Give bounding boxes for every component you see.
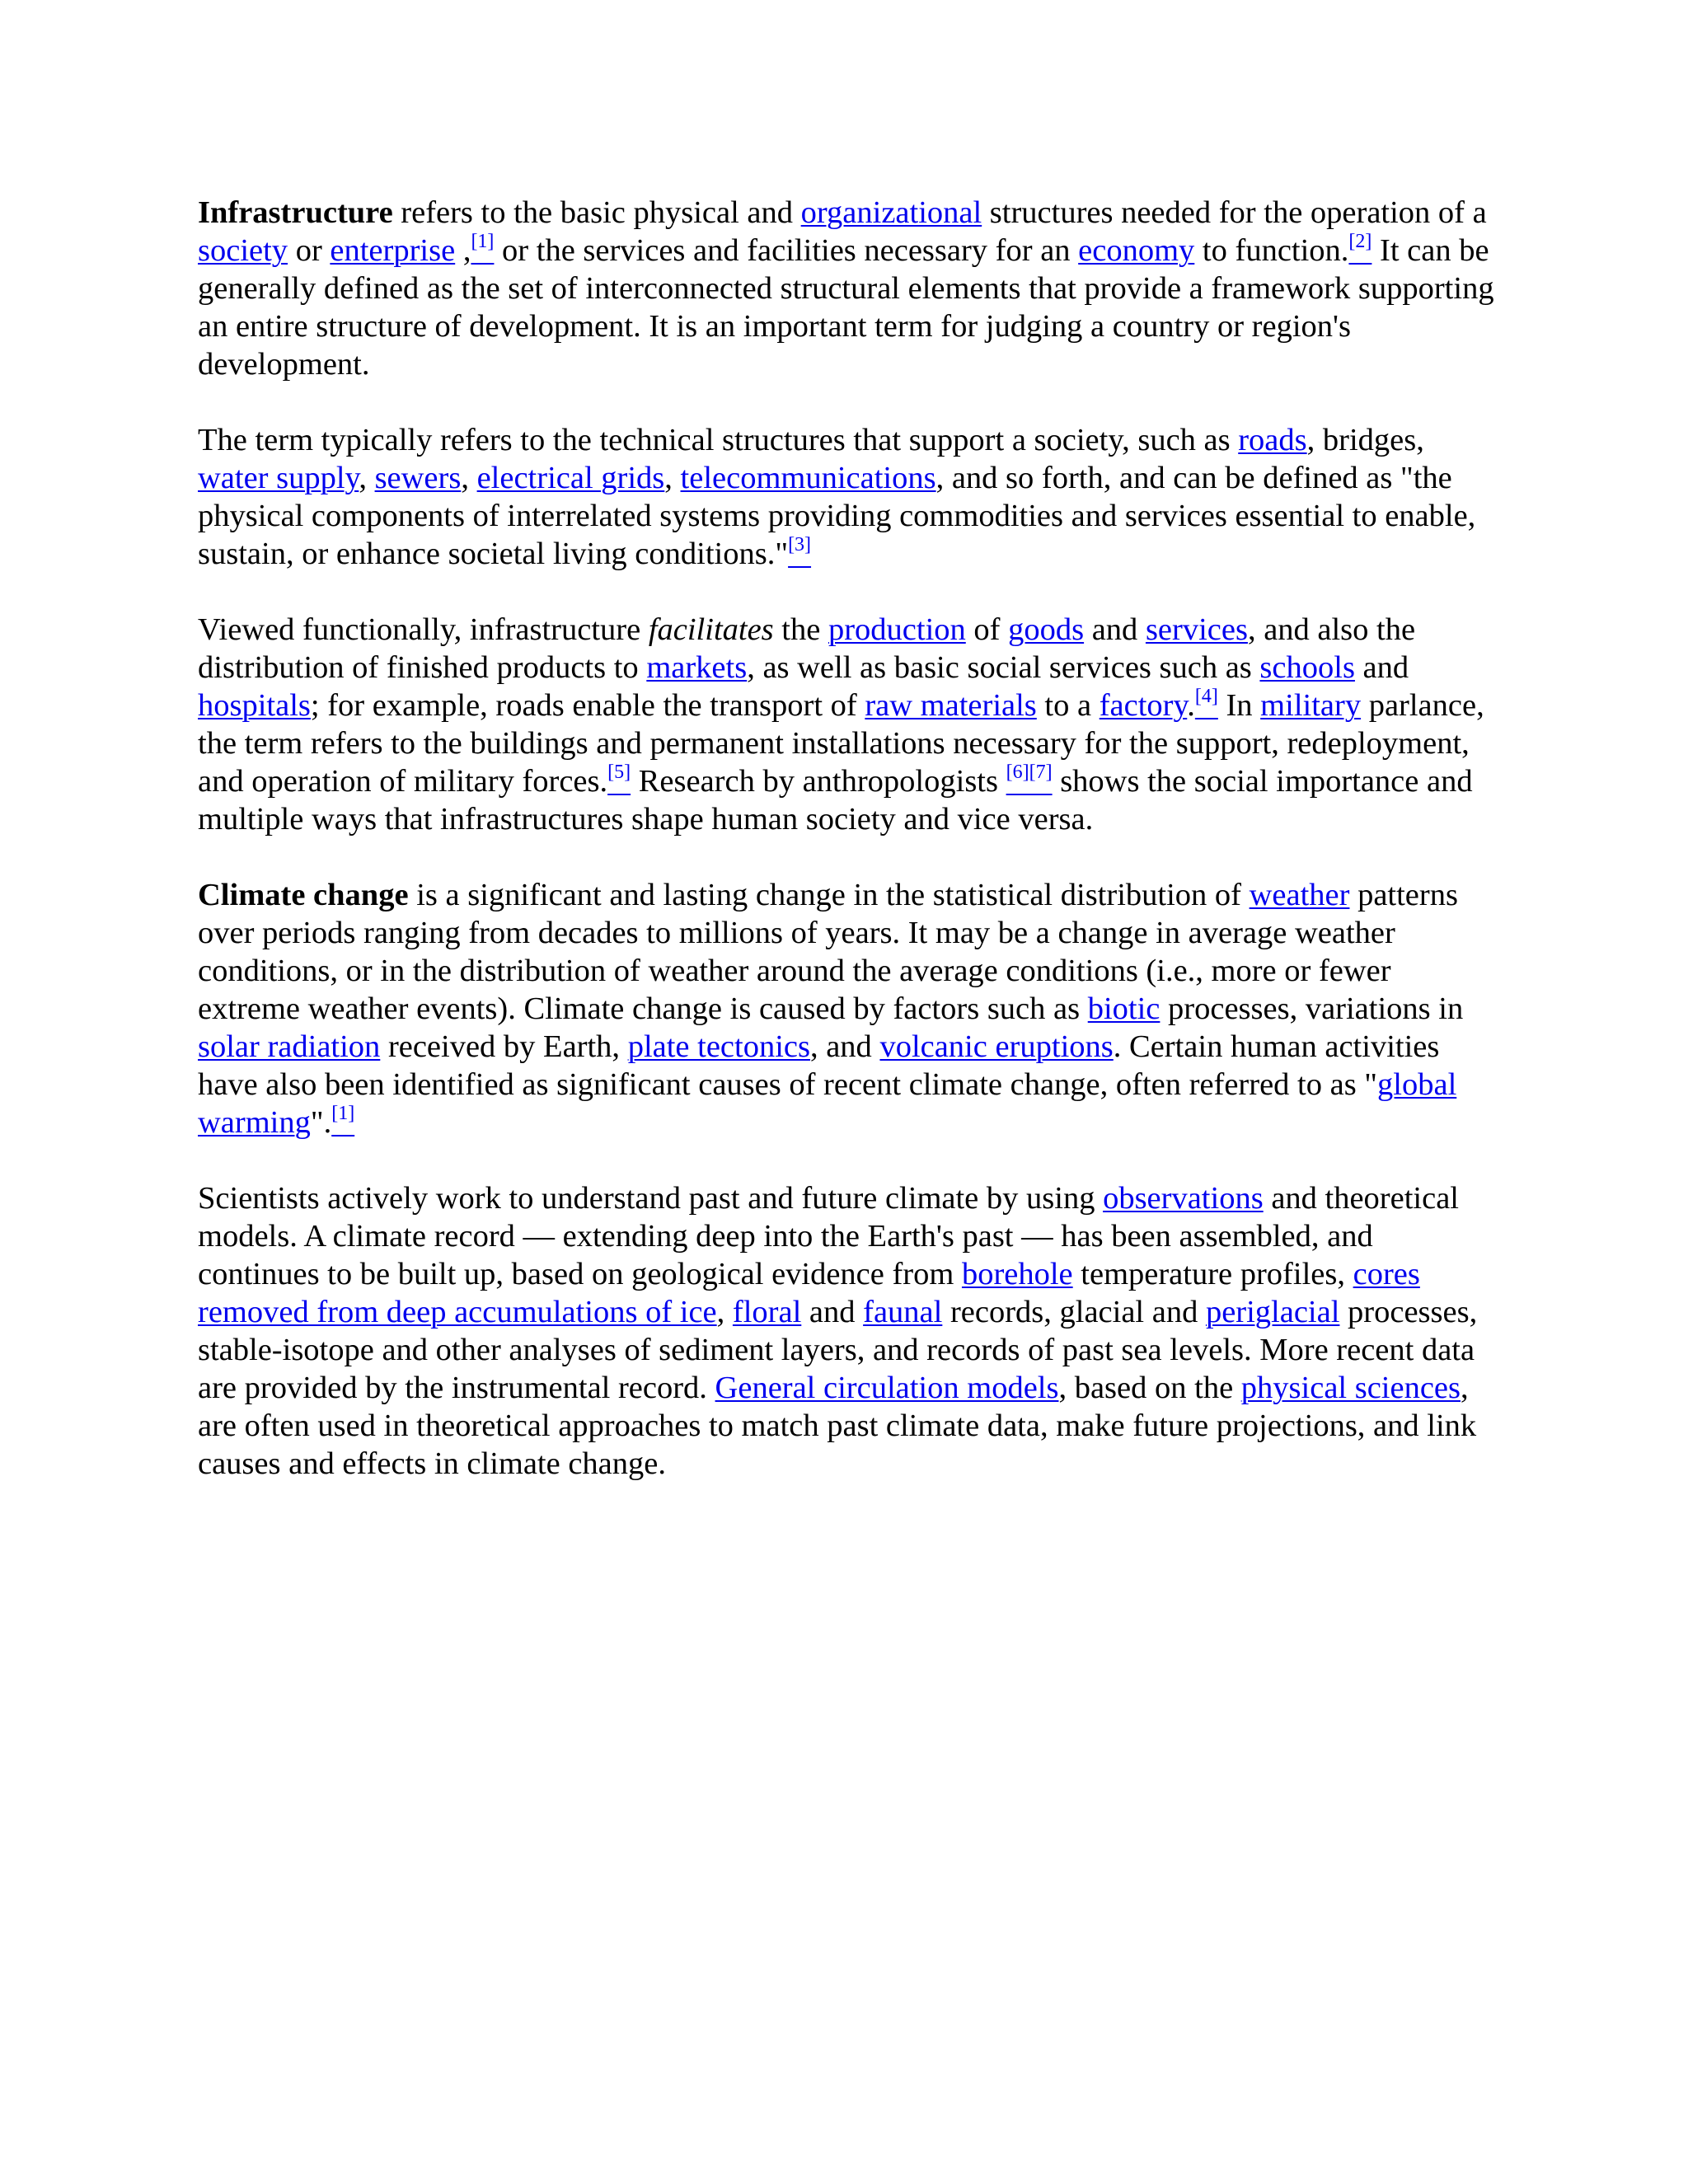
text-run: , (716, 1295, 733, 1329)
text-run: , (461, 461, 477, 495)
text-run: , are often used in theoretical approaches to match past climate data, make future projections, and link causes and effects in climate change. (198, 1371, 1477, 1481)
link-organizational[interactable]: organizational (800, 195, 982, 230)
text-run: records, glacial and (942, 1295, 1206, 1329)
link-solar-radiation[interactable]: solar radiation (198, 1029, 381, 1064)
text-run: to function. (1194, 233, 1349, 268)
link-physical-sciences[interactable]: physical sciences (1240, 1371, 1461, 1405)
link-periglacial[interactable]: periglacial (1205, 1295, 1340, 1329)
text-run: or the services and facilities necessary for an (494, 233, 1079, 268)
text-run: , (359, 461, 375, 495)
citation-link[interactable] (607, 764, 631, 799)
paragraph-4 (198, 876, 1500, 1141)
citation-2[interactable]: [2] (1348, 231, 1372, 253)
text-run: processes, variations in (1160, 991, 1464, 1026)
text-run: and theoretical models. A climate record — extending deep into the Earth's past — has been assembled, and continues to be built up, based on geological evidence from (198, 1181, 1459, 1291)
term-climate-change: Climate change (198, 878, 409, 912)
link-roads[interactable]: roads (1238, 423, 1307, 457)
text-run: and (1084, 612, 1146, 647)
link-global-warming[interactable]: global warming (198, 1067, 1457, 1140)
paragraph-3 (198, 611, 1500, 838)
link-markets[interactable]: markets (646, 650, 748, 685)
text-run: shows the social importance and multiple ways that infrastructures shape human society and vice versa. (198, 764, 1473, 837)
link-military[interactable]: military (1260, 688, 1362, 723)
link-cores-removed-from-deep-accumulations-of-ice[interactable]: cores removed from deep accumulations of ice (198, 1257, 1420, 1329)
text-run: Scientists actively work to understand past and future climate by using (198, 1181, 1104, 1216)
text-run: , bridges, (1306, 423, 1424, 457)
link-floral[interactable]: floral (732, 1295, 802, 1329)
text-run: or (288, 233, 331, 268)
link-raw-materials[interactable]: raw materials (865, 688, 1037, 723)
link-hospitals[interactable]: hospitals (198, 688, 311, 723)
text-run: The term typically refers to the technical structures that support a society, such as (198, 423, 1239, 457)
paragraph-1 (198, 194, 1500, 383)
text-run: . Certain human activities have also been identified as significant causes of recent climate change, often referred to as " (198, 1029, 1440, 1102)
citation-link[interactable] (331, 1105, 354, 1140)
text-run: parlance, the term refers to the buildings and permanent installations necessary for the support, redeployment, and operation of military forces. (198, 688, 1484, 799)
link-society[interactable]: society (198, 233, 288, 268)
text-run: ; for example, roads enable the transport of (310, 688, 865, 723)
citation-5[interactable]: [5] (607, 762, 631, 784)
text-run: ". (310, 1105, 332, 1140)
citation-1[interactable]: [1] (471, 231, 495, 253)
text-run: structures needed for the operation of a (982, 195, 1487, 230)
emphasis-facilitates: facilitates (648, 612, 774, 647)
document-body (198, 194, 1500, 1521)
text-run: . (1187, 688, 1195, 723)
link-production[interactable]: production (828, 612, 966, 647)
text-run: Research by anthropologists (631, 764, 1006, 799)
link-services[interactable]: services (1145, 612, 1248, 647)
text-run: , (455, 233, 471, 268)
citation-3[interactable]: [3] (788, 534, 812, 556)
link-factory[interactable]: factory (1099, 688, 1188, 723)
text-run: , and so forth, and can be defined as "the physical components of interrelated systems providing commodities and services essential to enable, sustain, or enhance societal living conditions." (198, 461, 1476, 571)
text-run: , (664, 461, 681, 495)
citation-6-7[interactable]: [6][7] (1006, 762, 1053, 784)
link-weather[interactable]: weather (1249, 878, 1350, 912)
text-run: received by Earth, (380, 1029, 628, 1064)
link-economy[interactable]: economy (1078, 233, 1195, 268)
text-run: to a (1036, 688, 1100, 723)
paragraph-5 (198, 1179, 1500, 1483)
link-enterprise[interactable]: enterprise (330, 233, 456, 268)
link-schools[interactable]: schools (1259, 650, 1355, 685)
text-run: It can be generally defined as the set of interconnected structural elements that provide a framework supporting an entire structure of development. It is an important term for judging a country or region's development. (198, 233, 1494, 382)
text-run: patterns over periods ranging from decades to millions of years. It may be a change in average weather conditions, or in the distribution of weather around the average conditions (i.e., more or fewer extreme weather events). Climate change is caused by factors such as (198, 878, 1458, 1026)
citation-link[interactable] (471, 233, 494, 268)
text-run: refers to the basic physical and (392, 195, 801, 230)
link-biotic[interactable]: biotic (1087, 991, 1160, 1026)
link-volcanic-eruptions[interactable]: volcanic eruptions (879, 1029, 1114, 1064)
text-run: is a significant and lasting change in the statistical distribution of (408, 878, 1250, 912)
citation-link[interactable] (1195, 688, 1218, 723)
text-run: , based on the (1058, 1371, 1241, 1405)
text-run: temperature profiles, (1072, 1257, 1353, 1291)
citation-link[interactable] (1348, 233, 1372, 268)
link-general-circulation-models[interactable]: General circulation models (715, 1371, 1059, 1405)
text-run: , and also the distribution of finished products to (198, 612, 1416, 685)
link-telecommunications[interactable]: telecommunications (680, 461, 936, 495)
text-run: and (1354, 650, 1409, 685)
link-goods[interactable]: goods (1008, 612, 1085, 647)
citation-link[interactable] (788, 534, 812, 571)
citation-link[interactable] (1006, 764, 1053, 799)
text-run: the (773, 612, 828, 647)
text-run: and (801, 1295, 864, 1329)
text-run: Viewed functionally, infrastructure (198, 612, 649, 647)
citation-4[interactable]: [4] (1194, 686, 1218, 708)
link-water-supply[interactable]: water supply (198, 461, 359, 495)
text-run: , and (809, 1029, 880, 1064)
link-faunal[interactable]: faunal (863, 1295, 943, 1329)
link-borehole[interactable]: borehole (961, 1257, 1073, 1291)
paragraph-2 (198, 421, 1500, 573)
text-run: , as well as basic social services such as (747, 650, 1260, 685)
link-observations[interactable]: observations (1103, 1181, 1264, 1216)
link-electrical-grids[interactable]: electrical grids (476, 461, 665, 495)
text-run: processes, stable-isotope and other analyses of sediment layers, and records of past sea levels. More recent data are provided by the instrumental record. (198, 1295, 1478, 1405)
link-sewers[interactable]: sewers (374, 461, 462, 495)
citation-1[interactable]: [1] (331, 1103, 355, 1125)
text-run: of (965, 612, 1009, 647)
link-plate-tectonics[interactable]: plate tectonics (627, 1029, 810, 1064)
term-infrastructure: Infrastructure (198, 195, 393, 230)
text-run: In (1217, 688, 1261, 723)
